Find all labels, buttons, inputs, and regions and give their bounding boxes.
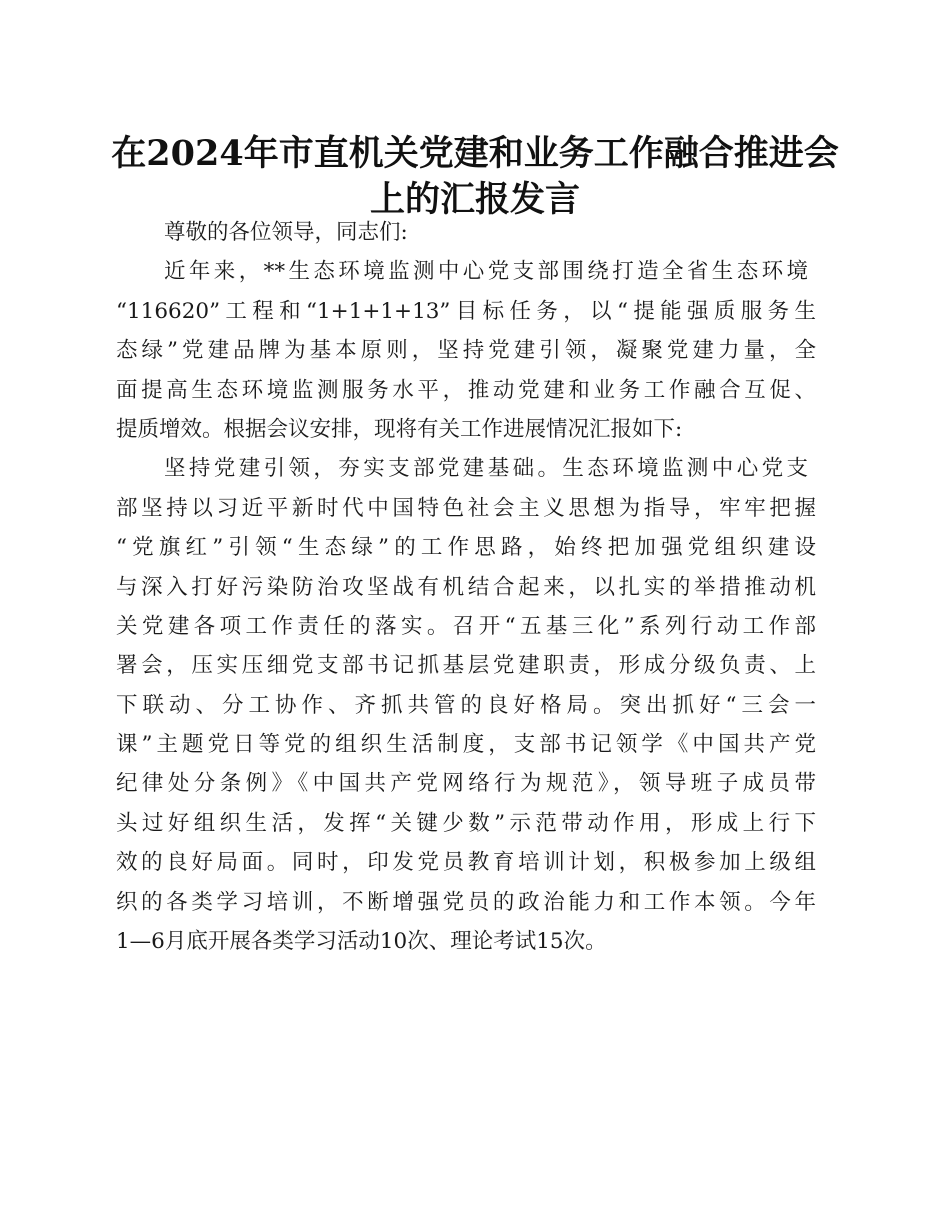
paragraph-line: 近年来，**生态环境监测中心党支部围绕打造全省生态环境	[164, 259, 808, 285]
paragraph-line: 坚持党建引领，夯实支部党建基础。生态环境监测中心党支	[164, 456, 808, 482]
paragraph-line: 部坚持以习近平新时代中国特色社会主义思想为指导，牢牢把握	[116, 495, 816, 521]
document-title-line-2: 上的汇报发言	[369, 179, 580, 220]
paragraph-line: 纪律处分条例》《中国共产党网络行为规范》，领导班子成员带	[116, 771, 816, 797]
document-title-line-1: 在2024年市直机关党建和业务工作融合推进会	[111, 133, 839, 174]
paragraph-line: 下联动、分工协作、齐抓共管的良好格局。突出抓好“三会一	[116, 692, 816, 718]
salutation-line: 尊敬的各位领导，同志们:	[164, 220, 408, 245]
paragraph-line: 1—6月底开展各类学习活动10次、理论考试15次。	[116, 929, 607, 955]
paragraph-line: 与深入打好污染防治攻坚战有机结合起来，以扎实的举措推动机	[116, 574, 816, 600]
paragraph-line: 署会，压实压细党支部书记抓基层党建职责，形成分级负责、上	[116, 653, 816, 679]
paragraph-line: 态绿”党建品牌为基本原则，坚持党建引领，凝聚党建力量，全	[116, 338, 816, 364]
paragraph-line: 关党建各项工作责任的落实。召开“五基三化”系列行动工作部	[116, 613, 816, 639]
paragraph-line: 效的良好局面。同时，印发党员教育培训计划，积极参加上级组	[116, 850, 816, 876]
paragraph-line: “党旗红”引领“生态绿”的工作思路，始终把加强党组织建设	[116, 535, 816, 561]
paragraph-line: 提质增效。根据会议安排，现将有关工作进展情况汇报如下:	[116, 416, 683, 442]
document-body	[116, 213, 816, 961]
paragraph-line: 头过好组织生活，发挥“关键少数”示范带动作用，形成上行下	[116, 810, 816, 836]
paragraph-line: 织的各类学习培训，不断增强党员的政治能力和工作本领。今年	[116, 889, 816, 915]
paragraph-line: 面提高生态环境监测服务水平，推动党建和业务工作融合互促、	[116, 377, 816, 403]
paragraph-line: “116620”工程和“1+1+1+13”目标任务，以“提能强质服务生	[116, 298, 816, 324]
paragraph-line: 课”主题党日等党的组织生活制度，支部书记领学《中国共产党	[116, 732, 816, 758]
